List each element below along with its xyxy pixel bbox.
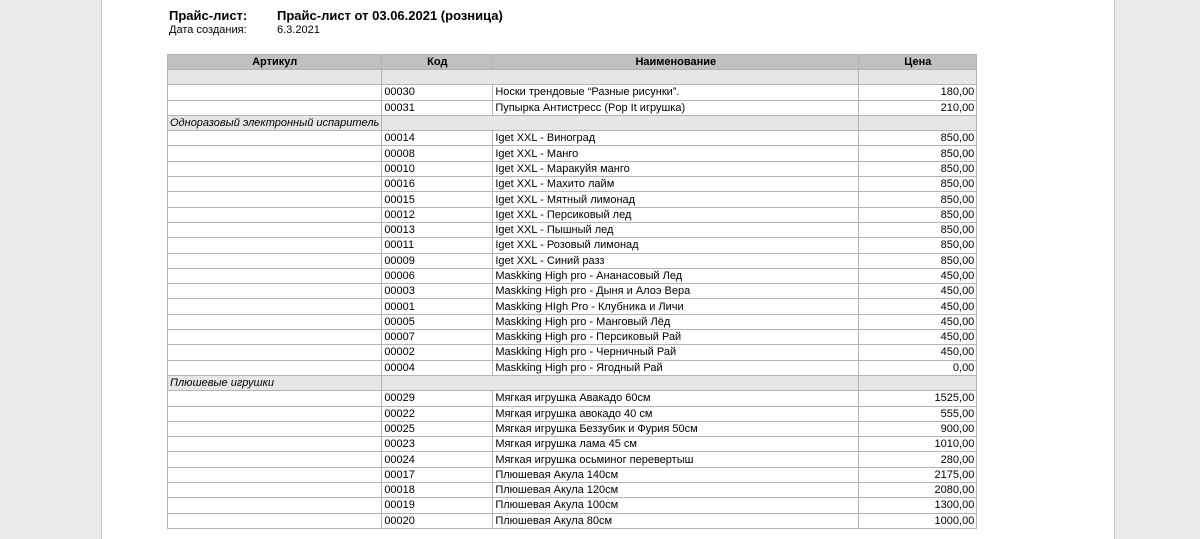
cell-price: 450,00 — [859, 314, 977, 329]
cell-article — [168, 284, 382, 299]
cell-name: Плюшевая Акула 80см — [493, 513, 859, 528]
cell-code: 00022 — [382, 406, 493, 421]
cell-article — [168, 100, 382, 115]
cell-code: 00004 — [382, 360, 493, 375]
cell-code: 00025 — [382, 421, 493, 436]
group-name: Одноразовый электронный испаритель — [168, 115, 382, 130]
group-cell — [382, 115, 859, 130]
group-cell — [859, 70, 977, 85]
cell-article — [168, 268, 382, 283]
cell-name: Пупырка Антистресс (Pop It игрушка) — [493, 100, 859, 115]
cell-article — [168, 513, 382, 528]
cell-article — [168, 345, 382, 360]
cell-article — [168, 452, 382, 467]
table-row — [168, 467, 977, 482]
group-cell — [859, 115, 977, 130]
table-row — [168, 391, 977, 406]
table-row — [168, 421, 977, 436]
cell-price: 210,00 — [859, 100, 977, 115]
table-row — [168, 437, 977, 452]
cell-article — [168, 467, 382, 482]
cell-code: 00016 — [382, 177, 493, 192]
cell-code: 00013 — [382, 222, 493, 237]
cell-price: 850,00 — [859, 161, 977, 176]
table-row — [168, 284, 977, 299]
table-row — [168, 483, 977, 498]
cell-name: Мягкая игрушка Авакадо 60см — [493, 391, 859, 406]
cell-code: 00030 — [382, 85, 493, 100]
cell-article — [168, 437, 382, 452]
table-row — [168, 207, 977, 222]
cell-name: Мягкая игрушка Беззубик и Фурия 50см — [493, 421, 859, 436]
group-cell — [382, 70, 859, 85]
cell-name: Maskking High pro - Дыня и Алоэ Вера — [493, 284, 859, 299]
cell-article — [168, 421, 382, 436]
cell-name: Maskking High pro - Ягодный Рай — [493, 360, 859, 375]
cell-price: 1525,00 — [859, 391, 977, 406]
cell-code: 00002 — [382, 345, 493, 360]
cell-price: 1010,00 — [859, 437, 977, 452]
cell-price: 850,00 — [859, 238, 977, 253]
cell-article — [168, 406, 382, 421]
table-row — [168, 131, 977, 146]
cell-code: 00005 — [382, 314, 493, 329]
cell-price: 180,00 — [859, 85, 977, 100]
cell-name: Iget XXL - Махито лайм — [493, 177, 859, 192]
document-page — [101, 0, 1115, 539]
table-row — [168, 314, 977, 329]
cell-price: 280,00 — [859, 452, 977, 467]
cell-name: Maskking High pro - Черничный Рай — [493, 345, 859, 360]
cell-name: Iget XXL - Мятный лимонад — [493, 192, 859, 207]
table-row — [168, 146, 977, 161]
table-body — [168, 70, 977, 529]
cell-code: 00014 — [382, 131, 493, 146]
price-table — [167, 54, 977, 529]
table-row — [168, 513, 977, 528]
cell-article — [168, 330, 382, 345]
cell-price: 850,00 — [859, 131, 977, 146]
cell-article — [168, 222, 382, 237]
table-row — [168, 498, 977, 513]
cell-price: 450,00 — [859, 284, 977, 299]
cell-code: 00008 — [382, 146, 493, 161]
cell-name: Мягкая игрушка осьминог перевертыш — [493, 452, 859, 467]
cell-price: 1000,00 — [859, 513, 977, 528]
cell-price: 450,00 — [859, 330, 977, 345]
table-row — [168, 161, 977, 176]
group-name: Плюшевые игрушки — [168, 375, 382, 390]
cell-name: Iget XXL - Синий разз — [493, 253, 859, 268]
table-row — [168, 345, 977, 360]
cell-price: 450,00 — [859, 268, 977, 283]
cell-price: 2080,00 — [859, 483, 977, 498]
table-row — [168, 299, 977, 314]
cell-article — [168, 177, 382, 192]
table-row — [168, 268, 977, 283]
cell-article — [168, 299, 382, 314]
cell-code: 00012 — [382, 207, 493, 222]
table-row — [168, 253, 977, 268]
cell-name: Iget XXL - Виноград — [493, 131, 859, 146]
table-row — [168, 360, 977, 375]
group-row — [168, 115, 977, 130]
cell-article — [168, 192, 382, 207]
cell-code: 00015 — [382, 192, 493, 207]
column-header-article: Артикул — [168, 55, 382, 70]
cell-name: Iget XXL - Маракуйя манго — [493, 161, 859, 176]
cell-code: 00019 — [382, 498, 493, 513]
table-row — [168, 100, 977, 115]
group-row — [168, 375, 977, 390]
cell-article — [168, 146, 382, 161]
cell-price: 1300,00 — [859, 498, 977, 513]
price-list-label: Прайс-лист: — [169, 8, 248, 23]
cell-name: Maskking High pro - Персиковый Рай — [493, 330, 859, 345]
cell-price: 2175,00 — [859, 467, 977, 482]
cell-article — [168, 131, 382, 146]
cell-name: Iget XXL - Манго — [493, 146, 859, 161]
table-row — [168, 406, 977, 421]
table-row — [168, 222, 977, 237]
table-row — [168, 330, 977, 345]
cell-article — [168, 391, 382, 406]
cell-code: 00011 — [382, 238, 493, 253]
table-row — [168, 192, 977, 207]
cell-name: Iget XXL - Персиковый лед — [493, 207, 859, 222]
cell-code: 00010 — [382, 161, 493, 176]
cell-code: 00024 — [382, 452, 493, 467]
group-name — [168, 70, 382, 85]
cell-price: 450,00 — [859, 345, 977, 360]
cell-name: Мягкая игрушка авокадо 40 см — [493, 406, 859, 421]
cell-code: 00009 — [382, 253, 493, 268]
cell-code: 00029 — [382, 391, 493, 406]
price-list-title: Прайс-лист от 03.06.2021 (розница) — [277, 8, 503, 23]
cell-article — [168, 314, 382, 329]
cell-article — [168, 161, 382, 176]
cell-code: 00017 — [382, 467, 493, 482]
cell-price: 900,00 — [859, 421, 977, 436]
cell-price: 555,00 — [859, 406, 977, 421]
cell-article — [168, 498, 382, 513]
cell-price: 850,00 — [859, 192, 977, 207]
group-row — [168, 70, 977, 85]
cell-name: Iget XXL - Розовый лимонад — [493, 238, 859, 253]
cell-name: Iget XXL - Пышный лед — [493, 222, 859, 237]
created-label: Дата создания: — [169, 24, 247, 36]
cell-price: 850,00 — [859, 222, 977, 237]
cell-price: 850,00 — [859, 207, 977, 222]
cell-name: Maskking HIgh Pro - Клубника и Личи — [493, 299, 859, 314]
cell-name: Плюшевая Акула 140см — [493, 467, 859, 482]
cell-article — [168, 207, 382, 222]
cell-article — [168, 238, 382, 253]
cell-price: 850,00 — [859, 177, 977, 192]
cell-price: 450,00 — [859, 299, 977, 314]
column-header-code: Код — [382, 55, 493, 70]
table-row — [168, 177, 977, 192]
group-cell — [382, 375, 859, 390]
cell-article — [168, 483, 382, 498]
table-row — [168, 452, 977, 467]
cell-name: Носки трендовые “Разные рисунки”. — [493, 85, 859, 100]
column-header-price: Цена — [859, 55, 977, 70]
cell-name: Плюшевая Акула 120см — [493, 483, 859, 498]
cell-code: 00007 — [382, 330, 493, 345]
created-date: 6.3.2021 — [277, 24, 320, 36]
cell-price: 850,00 — [859, 146, 977, 161]
cell-price: 850,00 — [859, 253, 977, 268]
cell-code: 00001 — [382, 299, 493, 314]
column-header-name: Наименование — [493, 55, 859, 70]
table-row — [168, 238, 977, 253]
cell-code: 00031 — [382, 100, 493, 115]
cell-code: 00023 — [382, 437, 493, 452]
cell-article — [168, 360, 382, 375]
cell-article — [168, 85, 382, 100]
table-row — [168, 85, 977, 100]
cell-name: Maskking High pro - Ананасовый Лед — [493, 268, 859, 283]
cell-code: 00018 — [382, 483, 493, 498]
cell-name: Мягкая игрушка лама 45 см — [493, 437, 859, 452]
table-header-row — [168, 55, 977, 70]
cell-code: 00006 — [382, 268, 493, 283]
cell-article — [168, 253, 382, 268]
cell-code: 00003 — [382, 284, 493, 299]
cell-name: Плюшевая Акула 100см — [493, 498, 859, 513]
cell-code: 00020 — [382, 513, 493, 528]
cell-price: 0,00 — [859, 360, 977, 375]
cell-name: Maskking High pro - Манговый Лёд — [493, 314, 859, 329]
group-cell — [859, 375, 977, 390]
